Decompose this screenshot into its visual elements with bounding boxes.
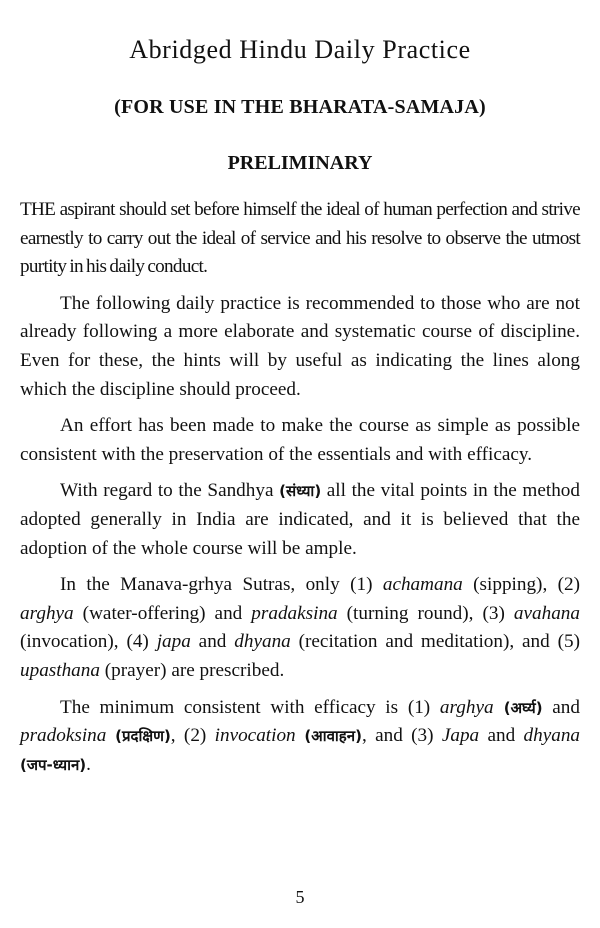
text-run: (prayer) are prescribed. [99,659,285,681]
italic-term-achamana: achamana [382,574,463,596]
page-number: 5 [295,887,305,907]
text-run: , and (3) [361,725,442,747]
section-heading: PRELIMINARY [227,152,373,174]
paragraph-3: An effort has been made to make the course as simple as possible consistent with the preservation of the essentials and with efficacy. [20,415,580,465]
italic-term-dhyana: dhyana [523,725,581,747]
text-run: and [190,631,235,653]
devanagari-term-japa-dhyana: (जप-ध्यान) [20,755,87,774]
text-run: (recitation and meditation), and (5) [290,631,580,653]
devanagari-term-arghya: (अर्घ्य) [493,698,543,717]
paragraph-6 [20,694,580,780]
text-run: The minimum consistent with efficacy is (1) [60,696,440,718]
italic-term-japa: japa [156,631,191,653]
text-run: With regard to the Sandhya [60,480,280,502]
text-run: and [542,696,580,718]
page-subtitle: (FOR USE IN THE BHARATA-SAMAJA) [114,96,486,118]
text-run: , (2) [170,725,215,747]
devanagari-term-sandhya: (संध्या) [279,482,322,501]
text-run: (water-offering) and [73,602,252,624]
text-run: all the vital points in the method adopted generally in India are indicated, and it is believed that the adoption of the whole course will be ample. [20,480,580,559]
italic-term-pradaksina: pradaksina [251,602,338,624]
text-run: . [86,753,91,775]
text-run: and [479,725,524,747]
paragraph-4 [20,477,580,563]
text-run: (invocation), (4) [20,631,157,653]
page-title: Abridged Hindu Daily Practice [129,35,471,64]
italic-term-arghya: arghya [439,696,494,718]
italic-term-upasthana: upasthana [20,659,100,681]
italic-term-arghya: arghya [20,602,74,624]
paragraph-5 [20,571,580,685]
devanagari-term-avahana: (आवाहन) [295,727,362,746]
paragraph-1: THE aspirant should set before himself the ideal of human perfection and strive earnestly to carry out the ideal of service and his resolve to observe the utmost purtity in his daily conduct. [20,199,580,278]
devanagari-term-pradakshina: (प्रदक्षिण) [106,727,171,746]
italic-term-dhyana: dhyana [234,631,291,653]
italic-term-avahana: avahana [513,602,580,624]
body-text [20,196,580,779]
italic-term-invocation: invocation [214,725,296,747]
text-run: (sipping), (2) [462,574,580,596]
text-run: In the Manava-grhya Sutras, only (1) [60,574,383,596]
italic-term-pradoksina: pradoksina [20,725,107,747]
text-run: (turning round), (3) [337,602,514,624]
paragraph-2: The following daily practice is recommended to those who are not already following a more elaborate and systematic course of discipline. Even for these, the hints will by useful as indicating the lines along which the discipline should proceed. [20,292,580,400]
italic-term-japa: Japa [441,725,480,747]
